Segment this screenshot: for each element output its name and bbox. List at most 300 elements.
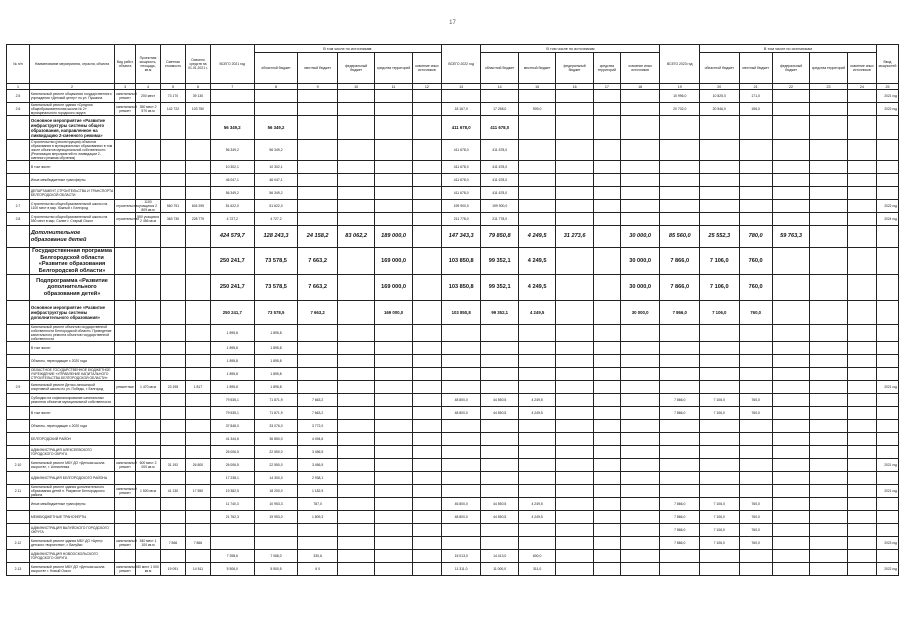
row-number-cell xyxy=(7,394,30,407)
row-remaining-cell: 103 750 xyxy=(185,103,210,116)
other-2022-cell xyxy=(620,420,660,433)
territory-2023-cell xyxy=(810,537,847,550)
row-cost-cell: 31 192 xyxy=(161,459,186,472)
territory-2022-cell xyxy=(593,420,620,433)
other-2022-cell xyxy=(620,446,660,459)
other-2022-cell: 30 000,0 xyxy=(620,226,660,248)
row-cost-cell xyxy=(161,446,186,459)
local-2022-cell: 4 249,5 xyxy=(518,301,555,325)
territory-2021-cell xyxy=(375,200,412,213)
other-2021-cell xyxy=(412,226,441,248)
table-row xyxy=(7,550,899,563)
row-capacity-cell: 550 учащихся 2 456 кв.м xyxy=(136,213,161,226)
row-cost-cell xyxy=(161,511,186,524)
row-kind-cell: капитальный ремонт xyxy=(115,563,136,576)
budget-table xyxy=(6,44,899,576)
table-row xyxy=(7,446,899,459)
regional-2021-cell: 36 850,0 xyxy=(254,433,298,446)
federal-2022-cell xyxy=(556,248,593,275)
local-2022-cell xyxy=(518,213,555,226)
federal-2023-cell xyxy=(772,213,809,226)
other-2023-cell xyxy=(847,381,876,394)
territory-2022-cell xyxy=(593,161,620,174)
total-2021-cell: 19 382,5 xyxy=(210,485,254,498)
federal-2023-cell xyxy=(772,433,809,446)
local-2022-cell xyxy=(518,342,555,355)
header-2021-federal: федеральный бюджет xyxy=(337,53,374,84)
row-deadline-cell xyxy=(876,116,898,140)
federal-2021-cell xyxy=(337,116,374,140)
table-row xyxy=(7,433,899,446)
row-cost-cell xyxy=(161,275,186,301)
other-2021-cell xyxy=(412,161,441,174)
row-cost-cell xyxy=(161,174,186,187)
territory-2022-cell xyxy=(593,485,620,498)
federal-2022-cell xyxy=(556,472,593,485)
regional-2022-cell: 411 678,0 xyxy=(481,161,518,174)
federal-2021-cell xyxy=(337,103,374,116)
territory-2021-cell xyxy=(375,485,412,498)
column-number: 16 xyxy=(556,84,593,90)
total-2021-cell: 250 241,7 xyxy=(210,301,254,325)
regional-2022-cell: 44 550,5 xyxy=(481,407,518,420)
territory-2022-cell xyxy=(593,446,620,459)
local-2021-cell xyxy=(298,342,338,355)
federal-2021-cell xyxy=(337,407,374,420)
column-number: 4 xyxy=(136,84,161,90)
table-row xyxy=(7,472,899,485)
territory-2021-cell xyxy=(375,140,412,161)
territory-2021-cell xyxy=(375,342,412,355)
row-number-cell: 2.9 xyxy=(7,381,30,394)
other-2023-cell xyxy=(847,161,876,174)
page-number: 17 xyxy=(449,20,456,26)
regional-2022-cell: 44 550,5 xyxy=(481,511,518,524)
total-2023-cell xyxy=(660,563,700,576)
total-2022-cell: 199 900,0 xyxy=(441,200,481,213)
row-capacity-cell xyxy=(136,174,161,187)
row-name-cell: Объекты, переходящие с 2020 года xyxy=(29,355,114,368)
federal-2022-cell xyxy=(556,174,593,187)
column-number: 24 xyxy=(847,84,876,90)
row-name-cell: Капитальный ремонт Детско-юношеской спортивной школы по ул. Победы, г. Белгород xyxy=(29,381,114,394)
territory-2023-cell xyxy=(810,325,847,342)
other-2021-cell xyxy=(412,433,441,446)
federal-2021-cell xyxy=(337,161,374,174)
row-kind-cell: строительство xyxy=(115,213,136,226)
row-remaining-cell: 26 800 xyxy=(185,459,210,472)
row-capacity-cell: 80 мест 1 000 кв.м xyxy=(136,563,161,576)
federal-2023-cell xyxy=(772,301,809,325)
local-2021-cell xyxy=(298,200,338,213)
total-2022-cell: 48 800,0 xyxy=(441,511,481,524)
row-remaining-cell xyxy=(185,407,210,420)
local-2021-cell xyxy=(298,355,338,368)
column-number: 14 xyxy=(481,84,518,90)
row-capacity-cell: 600 мест 2 000 кв.м xyxy=(136,459,161,472)
local-2021-cell: 7 663,2 xyxy=(298,275,338,301)
regional-2022-cell: 11 000,0 xyxy=(481,563,518,576)
column-number: 9 xyxy=(298,84,338,90)
row-number-cell xyxy=(7,140,30,161)
local-2023-cell: 760,0 xyxy=(739,248,772,275)
table-body xyxy=(7,84,899,576)
table-row xyxy=(7,381,899,394)
other-2023-cell xyxy=(847,103,876,116)
column-number: 5 xyxy=(161,84,186,90)
total-2021-cell: 424 579,7 xyxy=(210,226,254,248)
total-2021-cell: 56 349,2 xyxy=(210,140,254,161)
federal-2022-cell xyxy=(556,213,593,226)
row-kind-cell xyxy=(115,433,136,446)
row-name-cell: АДМИНИСТРАЦИЯ ВАЛУЙСКОГО ГОРОДСКОГО ОКРУГА xyxy=(29,524,114,537)
total-2023-cell xyxy=(660,140,700,161)
row-deadline-cell xyxy=(876,420,898,433)
local-2021-cell xyxy=(298,381,338,394)
local-2022-cell: 311,0 xyxy=(518,563,555,576)
header-2021-local: местный бюджет xyxy=(298,53,338,84)
row-number-cell xyxy=(7,511,30,524)
other-2021-cell xyxy=(412,459,441,472)
header-number: № п/п xyxy=(7,45,30,84)
header-2022-local: местный бюджет xyxy=(518,53,555,84)
row-number-cell xyxy=(7,226,30,248)
federal-2023-cell xyxy=(772,325,809,342)
regional-2023-cell xyxy=(700,140,740,161)
budget-table-sheet xyxy=(6,44,899,630)
row-kind-cell xyxy=(115,161,136,174)
regional-2022-cell xyxy=(481,368,518,381)
row-cost-cell: 23 195 xyxy=(161,381,186,394)
regional-2021-cell: 1 895,8 xyxy=(254,342,298,355)
other-2022-cell xyxy=(620,174,660,187)
territory-2021-cell xyxy=(375,459,412,472)
territory-2021-cell: 189 000,0 xyxy=(375,226,412,248)
regional-2022-cell xyxy=(481,342,518,355)
total-2021-cell: 10 302,1 xyxy=(210,161,254,174)
local-2023-cell: 760,0 xyxy=(739,394,772,407)
header-total-2022: ВСЕГО 2022 год xyxy=(441,45,481,84)
local-2023-cell xyxy=(739,472,772,485)
row-remaining-cell xyxy=(185,275,210,301)
federal-2021-cell xyxy=(337,498,374,511)
federal-2021-cell xyxy=(337,368,374,381)
table-row xyxy=(7,200,899,213)
row-remaining-cell xyxy=(185,368,210,381)
local-2022-cell xyxy=(518,368,555,381)
column-number: 22 xyxy=(772,84,809,90)
row-name-cell: В том числе: xyxy=(29,161,114,174)
total-2023-cell xyxy=(660,187,700,200)
federal-2022-cell xyxy=(556,550,593,563)
other-2022-cell xyxy=(620,116,660,140)
row-name-cell: АДМИНИСТРАЦИЯ АЛЕКСЕЕВСКОГО ГОРОДСКОГО ОКРУГА xyxy=(29,446,114,459)
federal-2021-cell xyxy=(337,174,374,187)
header-2023-territory: средства территорий xyxy=(810,53,847,84)
row-capacity-cell xyxy=(136,161,161,174)
other-2022-cell xyxy=(620,325,660,342)
header-2021-regional: областной бюджет xyxy=(254,53,298,84)
territory-2023-cell xyxy=(810,394,847,407)
regional-2022-cell: 99 352,1 xyxy=(481,248,518,275)
federal-2023-cell xyxy=(772,459,809,472)
row-capacity-cell xyxy=(136,187,161,200)
regional-2021-cell: 73 578,5 xyxy=(254,275,298,301)
row-number-cell: 2.13 xyxy=(7,563,30,576)
local-2023-cell xyxy=(739,161,772,174)
regional-2021-cell: 1 895,8 xyxy=(254,368,298,381)
row-cost-cell: 73 170 xyxy=(161,90,186,103)
regional-2021-cell: 1 895,8 xyxy=(254,355,298,368)
total-2023-cell xyxy=(660,446,700,459)
regional-2023-cell xyxy=(700,420,740,433)
column-number: 6 xyxy=(185,84,210,90)
territory-2021-cell xyxy=(375,116,412,140)
row-kind-cell xyxy=(115,472,136,485)
row-capacity-cell xyxy=(136,524,161,537)
local-2021-cell xyxy=(298,325,338,342)
total-2023-cell xyxy=(660,174,700,187)
row-kind-cell xyxy=(115,524,136,537)
other-2021-cell xyxy=(412,550,441,563)
territory-2021-cell xyxy=(375,550,412,563)
regional-2022-cell xyxy=(481,472,518,485)
row-capacity-cell xyxy=(136,275,161,301)
regional-2023-cell xyxy=(700,485,740,498)
row-remaining-cell xyxy=(185,301,210,325)
other-2021-cell xyxy=(412,511,441,524)
territory-2022-cell xyxy=(593,511,620,524)
row-deadline-cell xyxy=(876,226,898,248)
federal-2023-cell xyxy=(772,248,809,275)
territory-2022-cell xyxy=(593,433,620,446)
row-remaining-cell xyxy=(185,446,210,459)
territory-2023-cell xyxy=(810,368,847,381)
federal-2021-cell: 83 062,2 xyxy=(337,226,374,248)
row-deadline-cell: 2021 год xyxy=(876,459,898,472)
regional-2023-cell: 7 106,0 xyxy=(700,301,740,325)
row-number-cell xyxy=(7,161,30,174)
federal-2022-cell xyxy=(556,537,593,550)
federal-2022-cell xyxy=(556,368,593,381)
regional-2021-cell: 22 550,0 xyxy=(254,459,298,472)
local-2023-cell: 760,0 xyxy=(739,498,772,511)
federal-2023-cell xyxy=(772,537,809,550)
regional-2023-cell xyxy=(700,446,740,459)
row-deadline-cell: 2021 год xyxy=(876,90,898,103)
regional-2023-cell xyxy=(700,355,740,368)
territory-2023-cell xyxy=(810,116,847,140)
local-2023-cell xyxy=(739,140,772,161)
territory-2021-cell xyxy=(375,472,412,485)
territory-2022-cell xyxy=(593,200,620,213)
total-2021-cell: 1 895,8 xyxy=(210,381,254,394)
regional-2022-cell: 44 550,5 xyxy=(481,394,518,407)
regional-2021-cell: 73 578,5 xyxy=(254,248,298,275)
total-2023-cell xyxy=(660,381,700,394)
row-number-cell: 2.8 xyxy=(7,213,30,226)
federal-2021-cell xyxy=(337,524,374,537)
territory-2021-cell xyxy=(375,103,412,116)
local-2023-cell xyxy=(739,325,772,342)
total-2022-cell xyxy=(441,420,481,433)
local-2023-cell: 760,0 xyxy=(739,301,772,325)
regional-2022-cell xyxy=(481,446,518,459)
regional-2021-cell xyxy=(254,103,298,116)
federal-2023-cell xyxy=(772,511,809,524)
total-2023-cell xyxy=(660,433,700,446)
federal-2023-cell xyxy=(772,103,809,116)
row-number-cell xyxy=(7,368,30,381)
row-remaining-cell: 1 817 xyxy=(185,381,210,394)
local-2021-cell xyxy=(298,213,338,226)
territory-2023-cell xyxy=(810,275,847,301)
regional-2023-cell: 7 106,0 xyxy=(700,498,740,511)
regional-2022-cell xyxy=(481,459,518,472)
territory-2022-cell xyxy=(593,472,620,485)
row-name-cell: Объекты, переходящие с 2020 года xyxy=(29,420,114,433)
territory-2021-cell xyxy=(375,161,412,174)
total-2022-cell xyxy=(441,342,481,355)
territory-2023-cell xyxy=(810,446,847,459)
territory-2023-cell xyxy=(810,524,847,537)
local-2021-cell xyxy=(298,103,338,116)
local-2021-cell xyxy=(298,174,338,187)
territory-2023-cell xyxy=(810,472,847,485)
row-cost-cell xyxy=(161,248,186,275)
regional-2021-cell: 73 578,5 xyxy=(254,301,298,325)
total-2021-cell: 37 848,0 xyxy=(210,420,254,433)
column-number: 8 xyxy=(254,84,298,90)
row-name-cell: Капитальный ремонт общежития государственного учреждения «Детский центр» по ул. Пушкина xyxy=(29,90,114,103)
other-2021-cell xyxy=(412,563,441,576)
territory-2021-cell xyxy=(375,407,412,420)
header-total-2023: ВСЕГО 2023 год xyxy=(660,45,700,84)
regional-2023-cell: 7 106,0 xyxy=(700,524,740,537)
total-2023-cell: 7 866,0 xyxy=(660,301,700,325)
local-2022-cell xyxy=(518,446,555,459)
row-capacity-cell xyxy=(136,394,161,407)
local-2023-cell xyxy=(739,459,772,472)
row-capacity-cell: 1 500 кв.м xyxy=(136,485,161,498)
row-cost-cell xyxy=(161,550,186,563)
row-remaining-cell xyxy=(185,140,210,161)
row-remaining-cell xyxy=(185,472,210,485)
territory-2023-cell xyxy=(810,459,847,472)
territory-2022-cell xyxy=(593,226,620,248)
total-2021-cell: 5 506,0 xyxy=(210,563,254,576)
territory-2023-cell xyxy=(810,200,847,213)
other-2022-cell xyxy=(620,213,660,226)
territory-2022-cell xyxy=(593,524,620,537)
table-row xyxy=(7,174,899,187)
row-name-cell: Капитальный ремонт объектов государственной собственности Белгородской области. Проведение капитального ремонта объектов государственной собственности xyxy=(29,325,114,342)
regional-2021-cell: 46 047,1 xyxy=(254,174,298,187)
other-2021-cell xyxy=(412,103,441,116)
other-2023-cell xyxy=(847,90,876,103)
federal-2021-cell xyxy=(337,200,374,213)
row-name-cell: Основное мероприятие «Развитие инфраструктуры системы дополнительного образования» xyxy=(29,301,114,325)
total-2021-cell: 11 740,3 xyxy=(210,498,254,511)
row-deadline-cell xyxy=(876,301,898,325)
row-deadline-cell: 2024 год xyxy=(876,213,898,226)
regional-2021-cell: 51 622,0 xyxy=(254,200,298,213)
other-2022-cell xyxy=(620,433,660,446)
regional-2022-cell: 44 550,5 xyxy=(481,498,518,511)
other-2023-cell xyxy=(847,248,876,275)
other-2023-cell xyxy=(847,472,876,485)
table-row xyxy=(7,187,899,200)
total-2022-cell: 411 678,0 xyxy=(441,174,481,187)
regional-2023-cell xyxy=(700,433,740,446)
regional-2021-cell: 56 349,2 xyxy=(254,140,298,161)
local-2022-cell xyxy=(518,355,555,368)
regional-2022-cell xyxy=(481,381,518,394)
row-name-cell: Дополнительное образование детей xyxy=(29,226,114,248)
row-number-cell: 2.10 xyxy=(7,459,30,472)
row-number-cell xyxy=(7,355,30,368)
federal-2021-cell xyxy=(337,248,374,275)
table-row xyxy=(7,248,899,275)
row-deadline-cell xyxy=(876,248,898,275)
local-2021-cell xyxy=(298,368,338,381)
territory-2023-cell xyxy=(810,381,847,394)
column-number: 19 xyxy=(660,84,700,90)
regional-2021-cell: 71 871,9 xyxy=(254,394,298,407)
other-2021-cell xyxy=(412,187,441,200)
table-row xyxy=(7,459,899,472)
other-2022-cell xyxy=(620,342,660,355)
regional-2023-cell: 7 106,0 xyxy=(700,537,740,550)
row-capacity-cell xyxy=(136,355,161,368)
row-deadline-cell xyxy=(876,433,898,446)
column-number: 12 xyxy=(412,84,441,90)
row-name-cell: Государственная программа Белгородской области «Развитие образования Белгородской области» xyxy=(29,248,114,275)
local-2023-cell: 760,0 xyxy=(739,524,772,537)
other-2022-cell xyxy=(620,537,660,550)
row-capacity-cell xyxy=(136,368,161,381)
federal-2021-cell xyxy=(337,459,374,472)
regional-2021-cell: 71 871,9 xyxy=(254,407,298,420)
local-2021-cell: 1 182,5 xyxy=(298,485,338,498)
row-cost-cell xyxy=(161,187,186,200)
total-2022-cell xyxy=(441,90,481,103)
total-2022-cell: 103 850,8 xyxy=(441,248,481,275)
local-2022-cell: 600,0 xyxy=(518,550,555,563)
total-2023-cell: 7 866,0 xyxy=(660,524,700,537)
row-deadline-cell: 2021 год xyxy=(876,381,898,394)
territory-2022-cell xyxy=(593,187,620,200)
row-remaining-cell xyxy=(185,187,210,200)
federal-2022-cell xyxy=(556,161,593,174)
regional-2023-cell: 20 546,0 xyxy=(700,103,740,116)
local-2023-cell xyxy=(739,485,772,498)
row-kind-cell xyxy=(115,511,136,524)
row-number-cell xyxy=(7,275,30,301)
row-deadline-cell: 2022 год xyxy=(876,563,898,576)
row-cost-cell: 7 866 xyxy=(161,537,186,550)
row-deadline-cell xyxy=(876,511,898,524)
other-2023-cell xyxy=(847,420,876,433)
federal-2022-cell xyxy=(556,90,593,103)
local-2023-cell: 760,0 xyxy=(739,511,772,524)
federal-2021-cell xyxy=(337,342,374,355)
row-number-cell: 2.6 xyxy=(7,103,30,116)
regional-2022-cell: 99 352,1 xyxy=(481,275,518,301)
row-name-cell: Капитальный ремонт здания «Средняя общеобразовательная школа № 2» муниципального городского округа xyxy=(29,103,114,116)
row-name-cell: Капитальный ремонт здания МБУ ДО «Центр детского творчества», г. Валуйки xyxy=(29,537,114,550)
federal-2023-cell xyxy=(772,394,809,407)
